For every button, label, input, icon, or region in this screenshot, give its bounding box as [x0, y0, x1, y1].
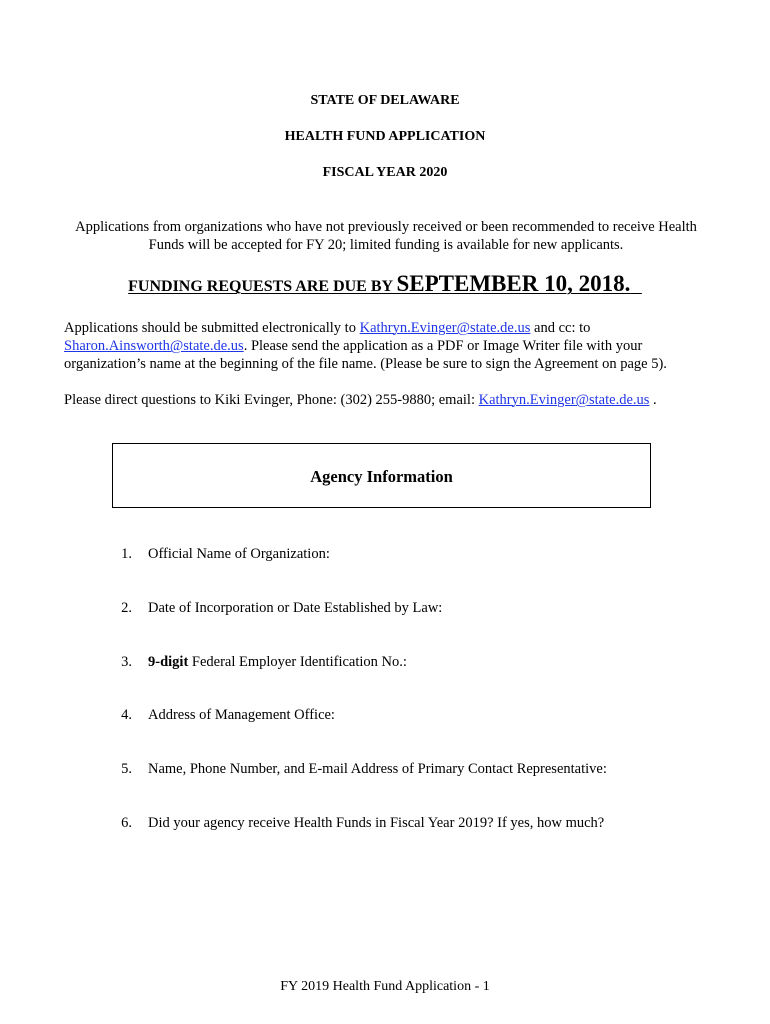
- intro-paragraph: Applications from organizations who have not previously received or been recommended to receive Health Funds will be accepted for FY 20; limited funding is available for new applicants.: [75, 219, 697, 253]
- question-prior-funds: Did your agency receive Health Funds in Fiscal Year 2019? If yes, how much?: [148, 815, 605, 831]
- section-box: [112, 443, 651, 508]
- deadline-date: SEPTEMBER 10, 2018.: [396, 271, 631, 296]
- email-link-ainsworth[interactable]: Sharon.Ainsworth@state.de.us: [64, 338, 244, 354]
- email-link-evinger-contact[interactable]: Kathryn.Evinger@state.de.us: [478, 392, 650, 408]
- question-number: 6.: [121, 815, 132, 831]
- header-state: STATE OF DELAWARE: [310, 93, 460, 108]
- question-number: 1.: [121, 546, 132, 562]
- section-title: Agency Information: [310, 467, 453, 486]
- deadline-prefix: FUNDING REQUESTS ARE DUE BY: [128, 278, 397, 295]
- question-number: 5.: [121, 761, 132, 777]
- question-address: Address of Management Office:: [148, 707, 335, 723]
- deadline-notice: [0, 271, 770, 297]
- questions-contact: Please direct questions to Kiki Evinger, Phone: (302) 255-9880; email: Kathryn.Evinger@state.de.us .: [64, 392, 657, 408]
- question-number: 3.: [121, 654, 132, 670]
- question-official-name: Official Name of Organization:: [148, 546, 330, 562]
- submission-instructions: Applications should be submitted electronically to Kathryn.Evinger@state.de.us and cc: to Sharon.Ainsworth@state.de.us. Please send the application as a PDF or Image Writer file with your organization’s name at the beginning of the file name. (Please be sure to sign the Agreement on page 5).: [64, 320, 667, 372]
- question-contact-rep: Name, Phone Number, and E-mail Address of Primary Contact Representative:: [148, 761, 607, 777]
- header-title: HEALTH FUND APPLICATION: [284, 129, 486, 144]
- email-link-evinger[interactable]: Kathryn.Evinger@state.de.us: [359, 320, 531, 336]
- question-incorporation-date: Date of Incorporation or Date Established by Law:: [148, 600, 443, 616]
- question-number: 4.: [121, 707, 132, 723]
- page-footer: FY 2019 Health Fund Application - 1: [280, 979, 490, 994]
- question-number: 2.: [121, 600, 132, 616]
- question-fein: 9-digit Federal Employer Identification No.:: [148, 654, 407, 670]
- header-fiscal-year: FISCAL YEAR 2020: [322, 165, 448, 180]
